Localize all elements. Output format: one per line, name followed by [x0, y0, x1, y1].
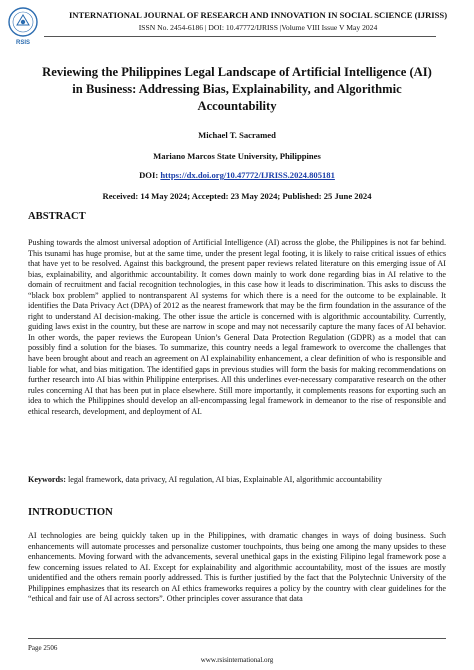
keywords-text: legal framework, data privacy, AI regulation, AI bias, Explainable AI, algorithmic accountability [67, 475, 382, 484]
page-number: Page 2506 [28, 644, 58, 652]
doi-label: DOI: [139, 170, 159, 180]
keywords [28, 475, 446, 486]
abstract-text: Pushing towards the almost universal adoption of Artificial Intelligence (AI) across the globe, the Philippines is not far behind. This tsunami has huge promise, but at the same time, under the present legal footing, it is likely to raise critical issues of ethics that have yet to be resolved. Against this background, the present paper reviews related literature on this emerging issue of AI bias, explainability, and algorithmic accountability. It comes down mainly to work done regarding bias in AI relative to the domain of recruitment and facial recognition technologies, in this case how it leads to discrimination. This asks to discuss the “black box problem” applied to nontransparent AI systems for which there is a need for the outcome to be explainable. It identifies the Data Privacy Act (DPA) of 2012 as the nearest framework that may be the firm foundation in the assurance of the right to understand AI decision-making. The other issue the article is concerned with is algorithmic accountability. Currently, guiding laws exist in the country, but these are narrow in scope and may not necessarily capture the many faces of AI behavior. In other words, the paper reviews the European Union’s General Data Protection Regulation (GDPR) as a model that can possibly find a solution for the biases. To summarize, this country needs a legal framework to overcome the challenges that have been brought about and reach an agreement on AI explainability enhancement, a clear definition of who is responsible and liable for what, and bias mitigation. The identified gaps in previous studies will form the basis for making recommendations on further research into AI bias within Philippine enterprises. All this underlines ever-necessary comparative research on the other rules concerning AI that has been put in place elsewhere. Still more importantly, it complements reasons for exporting such an idea to which the Philippines should develop an all-encompassing legal framework in demeanor to the rise of responsible and ethical research, development, and deployment of AI. [28, 238, 446, 416]
doi-line [0, 170, 474, 180]
logo-text: RSIS [15, 40, 31, 46]
footer-divider [28, 638, 446, 639]
footer-website: www.rsisinternational.org [200, 656, 274, 664]
doi-link[interactable]: https://dx.doi.org/10.47772/IJRISS.2024.805181 [160, 170, 335, 180]
article-title: Reviewing the Philippines Legal Landscape of Artificial Intelligence (AI) in Business: Addressing Bias, Explainability, and Algorithmic Accountability [42, 65, 432, 113]
introduction-text: AI technologies are being quickly taken up in the Philippines, with dramatic changes in ways of doing business. Such enhancements will automate processes and personalize customer touchpoints, thus being one among the many upsides to these enhancements. Moving forward with the advancements, several unethical gaps in the existing Filipino legal framework pose a few concerning issues related to AI. Except for explainability and algorithmic accountability, most of the issues are mostly unidentified and the others remain poorly addressed. This is further justified by the fact that the Polytechnic University of the Philippines emphasizes that its research on AI ethics frameworks requires a policy by the country with clear guidelines for the “ethical and fair use of AI across sectors”. Other principles cover assurance that data [28, 531, 446, 604]
journal-issn-line: ISSN No. 2454-6186 | DOI: 10.47772/IJRISS |Volume VIII Issue V May 2024 [138, 23, 378, 32]
header-divider [44, 36, 436, 37]
publication-dates: Received: 14 May 2024; Accepted: 23 May 2024; Published: 25 June 2024 [102, 191, 372, 201]
introduction-heading: INTRODUCTION [28, 507, 113, 518]
author-affiliation: Mariano Marcos State University, Philippines [153, 151, 321, 161]
keywords-label: Keywords: [28, 475, 66, 484]
journal-name: INTERNATIONAL JOURNAL OF RESEARCH AND INNOVATION IN SOCIAL SCIENCE (IJRISS) [68, 10, 448, 20]
journal-logo-icon [6, 6, 40, 46]
abstract-heading: ABSTRACT [28, 211, 86, 222]
article-author: Michael T. Sacramed [198, 130, 276, 140]
